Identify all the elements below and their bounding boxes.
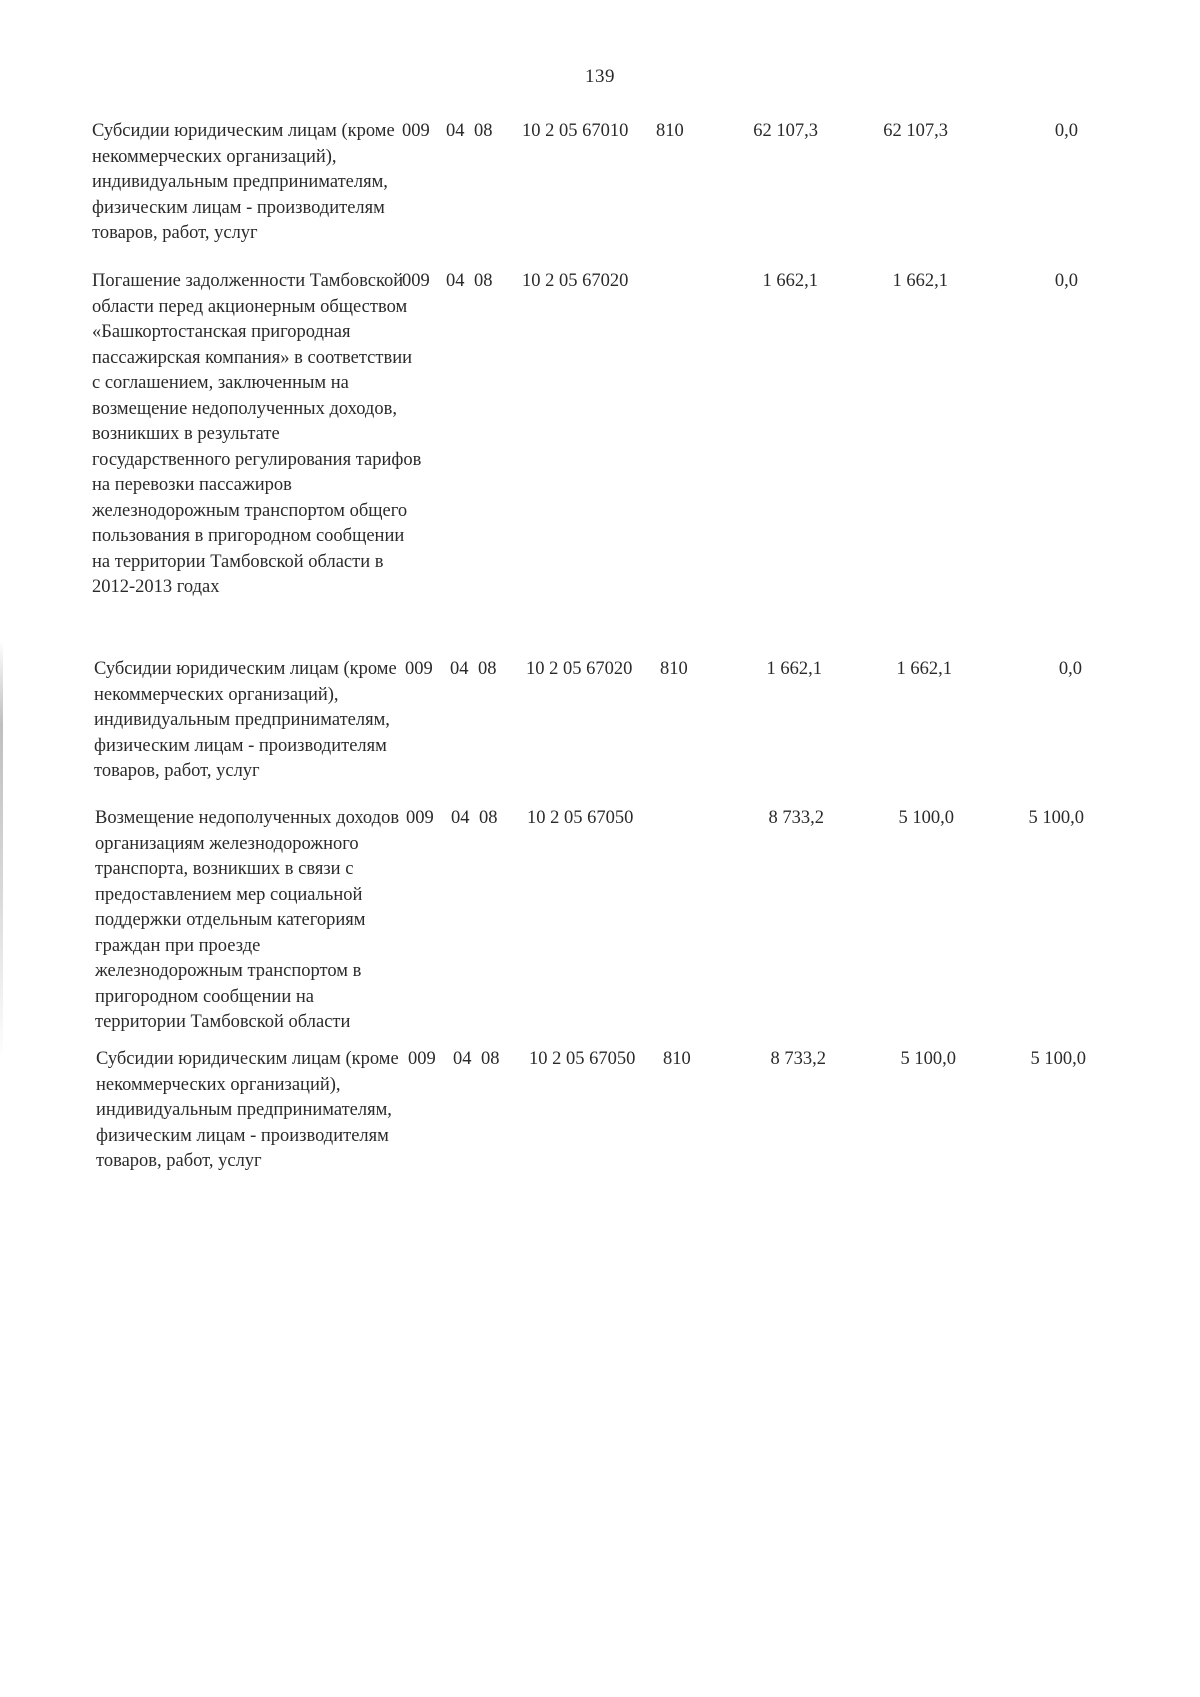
ministry-code: 009 xyxy=(408,1049,436,1069)
amount-3: 0,0 xyxy=(1054,121,1078,141)
amount-2: 1 662,1 xyxy=(892,271,948,291)
target-article: 10 2 05 67050 xyxy=(527,808,634,828)
amount-2: 5 100,0 xyxy=(898,808,954,828)
amount-2: 62 107,3 xyxy=(883,121,948,141)
section-code: 04 xyxy=(446,271,465,291)
target-article: 10 2 05 67020 xyxy=(526,659,633,679)
ministry-code: 009 xyxy=(402,271,430,291)
section-code: 04 xyxy=(450,659,469,679)
row-description: Погашение задолженности Тамбовской области перед акционерным обществом «Башкортостанская пригородная пассажирская компания» в соответствии с соглашением, заключенным на возмещение недополученных доходов, возникших в результате государственного регулирования тарифов на перевозки пассажиров железнодорожным транспортом общего пользования в пригородном сообщении на территории Тамбовской области в 2012-2013 годах xyxy=(92,271,422,597)
amount-1: 8 733,2 xyxy=(768,808,824,828)
expense-type: 810 xyxy=(656,121,684,141)
target-article: 10 2 05 67020 xyxy=(522,271,629,291)
expense-type: 810 xyxy=(660,659,688,679)
amount-1: 62 107,3 xyxy=(753,121,818,141)
amount-2: 5 100,0 xyxy=(900,1049,956,1069)
amount-3: 0,0 xyxy=(1054,271,1078,291)
page-number: 139 xyxy=(585,66,615,87)
amount-3: 5 100,0 xyxy=(1030,1049,1086,1069)
section-code: 04 xyxy=(446,121,465,141)
expense-type: 810 xyxy=(663,1049,691,1069)
amount-3: 0,0 xyxy=(1058,659,1082,679)
row-description: Субсидии юридическим лицам (кроме некоммерческих организаций), индивидуальным предпринимателям, физическим лицам - производителям товаров, работ, услуг xyxy=(94,659,397,781)
subsection-code: 08 xyxy=(479,808,498,828)
amount-2: 1 662,1 xyxy=(896,659,952,679)
row-description: Субсидии юридическим лицам (кроме некоммерческих организаций), индивидуальным предпринимателям, физическим лицам - производителям товаров, работ, услуг xyxy=(96,1049,399,1171)
subsection-code: 08 xyxy=(481,1049,500,1069)
amount-1: 1 662,1 xyxy=(762,271,818,291)
scan-edge-artifact xyxy=(0,640,3,1060)
ministry-code: 009 xyxy=(402,121,430,141)
subsection-code: 08 xyxy=(474,271,493,291)
ministry-code: 009 xyxy=(406,808,434,828)
row-description: Субсидии юридическим лицам (кроме некоммерческих организаций), индивидуальным предпринимателям, физическим лицам - производителям товаров, работ, услуг xyxy=(92,121,395,243)
subsection-code: 08 xyxy=(474,121,493,141)
section-code: 04 xyxy=(451,808,470,828)
subsection-code: 08 xyxy=(478,659,497,679)
amount-3: 5 100,0 xyxy=(1028,808,1084,828)
amount-1: 1 662,1 xyxy=(766,659,822,679)
amount-1: 8 733,2 xyxy=(770,1049,826,1069)
target-article: 10 2 05 67010 xyxy=(522,121,629,141)
ministry-code: 009 xyxy=(405,659,433,679)
section-code: 04 xyxy=(453,1049,472,1069)
target-article: 10 2 05 67050 xyxy=(529,1049,636,1069)
row-description: Возмещение недополученных доходов организациям железнодорожного транспорта, возникших в связи с предоставлением мер социальной поддержки отдельным категориям граждан при проезде железнодорожным транспортом в пригородном сообщении на территории Тамбовской области xyxy=(95,808,400,1032)
